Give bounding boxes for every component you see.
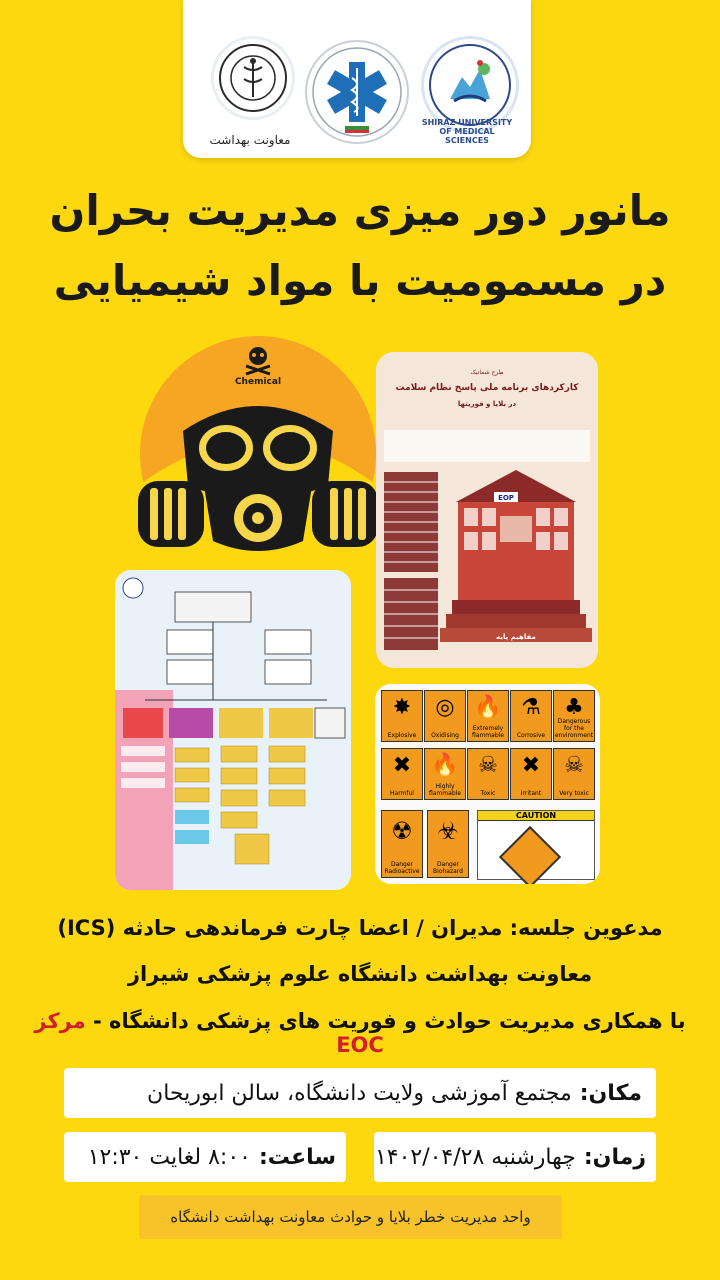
logos-card bbox=[183, 0, 531, 158]
caution-label-sign: CAUTION bbox=[477, 810, 595, 880]
ics-org-chart-image bbox=[115, 570, 351, 890]
hazard-tile-label: Highly flammable bbox=[429, 783, 461, 797]
hazard-symbols-image bbox=[375, 684, 600, 884]
eop-poster-image bbox=[376, 352, 598, 668]
chemical-label: Chemical bbox=[234, 377, 282, 387]
hazard-tile-label: Irritant bbox=[520, 790, 542, 797]
hazard-symbol-icon: ✖ bbox=[392, 753, 412, 778]
hazard-symbol-icon: ⚗ bbox=[521, 695, 541, 720]
hazard-tile-label: Extremely flammable bbox=[472, 725, 504, 739]
hazard-tile bbox=[553, 690, 595, 742]
place-value: مجتمع آموزشی ولایت دانشگاه، سالن ابوریحان bbox=[147, 1080, 572, 1106]
eoc-highlight: مرکز EOC bbox=[34, 1009, 384, 1057]
time-label: ساعت: bbox=[258, 1144, 336, 1170]
shiraz-university-logo bbox=[211, 36, 295, 120]
hazard-tile-label: Explosive bbox=[387, 732, 417, 739]
hazard-tile-label: Corrosive bbox=[516, 732, 546, 739]
title-line-1: مانور دور میزی مدیریت بحران bbox=[49, 186, 671, 235]
hazard-tile bbox=[467, 690, 509, 742]
radioactive-sign: ☢ Danger Radioactive bbox=[381, 810, 423, 878]
hazard-symbol-icon: 🔥 bbox=[431, 753, 459, 778]
biohazard-sign: ☣ Danger Biohazard bbox=[427, 810, 469, 878]
hazard-symbol-icon: 🔥 bbox=[474, 695, 502, 720]
hazard-tile bbox=[424, 690, 466, 742]
hazard-symbol-icon: ☠ bbox=[564, 753, 584, 778]
date-pill bbox=[374, 1132, 656, 1182]
hazard-tile bbox=[381, 690, 423, 742]
hazard-tile bbox=[381, 748, 423, 800]
date-label: زمان: bbox=[583, 1144, 646, 1170]
hazard-tile bbox=[553, 748, 595, 800]
cooperation-prefix: با همکاری مدیریت حوادث و فوریت های پزشکی دانشگاه - bbox=[93, 1009, 686, 1033]
svg-text:طرح شماتیک: طرح شماتیک bbox=[470, 369, 504, 376]
hazard-symbol-icon: ☠ bbox=[478, 753, 498, 778]
hazard-symbol-icon: ◎ bbox=[435, 695, 455, 720]
hazard-tile-label: Oxidising bbox=[431, 732, 459, 739]
hazard-tile-label: Harmful bbox=[390, 790, 414, 797]
svg-text:EOP: EOP bbox=[498, 494, 514, 502]
date-value: چهارشنبه ۱۴۰۲/۰۴/۲۸ bbox=[374, 1144, 576, 1170]
hazard-tile bbox=[510, 748, 552, 800]
hazard-tile-label: Dangerous for the environment bbox=[554, 718, 594, 739]
organizer-text: معاونت بهداشت دانشگاه علوم پزشکی شیراز bbox=[127, 962, 593, 986]
place-label: مکان: bbox=[579, 1080, 642, 1106]
emergency-star-of-life-logo bbox=[305, 40, 409, 144]
svg-text:کارکردهای برنامه ملی پاسخ نظام: کارکردهای برنامه ملی پاسخ نظام سلامت bbox=[395, 383, 579, 393]
hazard-symbol-icon: ✸ bbox=[392, 695, 412, 720]
time-value: ۸:۰۰ لغایت ۱۲:۳۰ bbox=[87, 1144, 251, 1170]
hazard-tile-label: Toxic bbox=[480, 790, 496, 797]
invitees-text: مدعوین جلسه: مدیران / اعضا چارت فرماندهی حادثه (ICS) bbox=[57, 916, 663, 940]
footer-banner: واحد مدیریت خطر بلایا و حوادث معاونت بهداشت دانشگاه bbox=[139, 1195, 562, 1239]
svg-text:در بلایا و فوریتها: در بلایا و فوریتها bbox=[457, 400, 517, 408]
svg-text:مفاهیم پایه: مفاهیم پایه bbox=[496, 633, 536, 641]
logo-caption: معاونت بهداشت bbox=[209, 133, 291, 147]
gas-mask-illustration bbox=[128, 336, 388, 576]
cooperation-text bbox=[20, 1009, 700, 1057]
logo-wordmark: SHIRAZ UNIVERSITY OF MEDICAL SCIENCES bbox=[421, 118, 513, 145]
hazard-symbol-icon: ✖ bbox=[521, 753, 541, 778]
hazard-tile-label: Very toxic bbox=[559, 790, 589, 797]
time-pill bbox=[64, 1132, 346, 1182]
title-line-2: در مسمومیت با مواد شیمیایی bbox=[53, 256, 667, 305]
hazard-tile bbox=[510, 690, 552, 742]
hazard-tile bbox=[424, 748, 466, 800]
hazard-symbol-icon: ♣ bbox=[564, 695, 584, 720]
place-pill bbox=[64, 1068, 656, 1118]
hazard-tile bbox=[467, 748, 509, 800]
